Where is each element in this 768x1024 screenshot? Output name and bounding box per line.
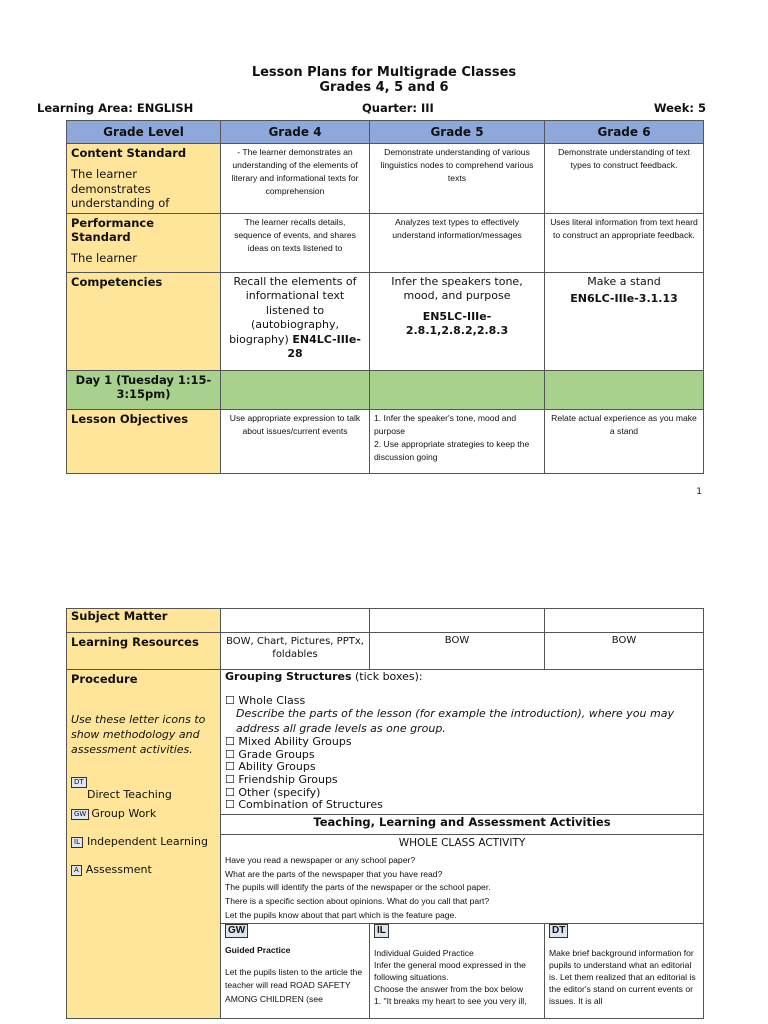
procedure-note: Use these letter icons to show methodology and assessment activities.	[71, 713, 206, 756]
legend-assessment	[71, 863, 216, 883]
day-g5	[370, 370, 545, 409]
gw-activity-title: Guided Practice	[225, 944, 291, 955]
grouping-structures-cell	[221, 670, 704, 815]
document-subtitle: Grades 4, 5 and 6	[319, 80, 449, 95]
direct-teaching-label: Direct Teaching	[87, 788, 172, 801]
ability-groups-label: Ability Groups	[238, 760, 316, 774]
legend-direct-teaching	[71, 775, 216, 803]
lesson-plan-table-1	[66, 120, 704, 474]
performance-standard-g6: Uses literal information from text heard to construct an appropriate feedback.	[545, 213, 704, 272]
grade5-header: Grade 5	[370, 121, 545, 144]
friendship-groups-label: Friendship Groups	[238, 772, 338, 786]
activity-line-2: What are the parts of the newspaper that you have read?	[225, 868, 443, 879]
il-activity-text: Infer the general mood expressed in the following situations.	[374, 959, 526, 982]
performance-standard-label: Performance Standard	[71, 215, 155, 244]
grade-groups-label: Grade Groups	[238, 747, 315, 761]
competencies-g4-code: EN4LC-IIIe-28	[287, 332, 361, 360]
day-g4	[221, 370, 370, 409]
gw-activity-cell	[221, 923, 370, 1018]
group-work-label: Group Work	[91, 807, 157, 820]
learning-resources-g6: BOW	[545, 633, 704, 670]
other-label: Other (specify)	[238, 785, 321, 799]
legend-group-work	[71, 807, 216, 835]
subject-matter-row	[67, 609, 704, 633]
subject-matter-g6	[545, 609, 704, 633]
dt-activity-text: Make brief background information for pupils to understand what an editorial is. Let them realized that an editorial is the editor's stand on current events or issues. It is all	[549, 947, 696, 1006]
dt-activity-icon: DT	[549, 924, 568, 938]
competencies-g5-code: EN5LC-IIIe-2.8.1,2.8.2,2.8.3	[405, 309, 509, 337]
performance-standard-g5: Analyzes text types to effectively understand information/messages	[370, 213, 545, 272]
competencies-g6	[545, 272, 704, 370]
day-row	[67, 370, 704, 409]
learning-resources-row	[67, 633, 704, 670]
il-activity-text2: Choose the answer from the box below	[374, 983, 524, 994]
gw-icon: GW	[71, 809, 89, 820]
il-activity-text3: 1. "It breaks my heart to see you very ill,	[374, 995, 527, 1006]
week: Week: 5	[653, 101, 706, 115]
subject-matter-g4	[221, 609, 370, 633]
grouping-whole-class[interactable]	[225, 695, 699, 708]
objectives-g4: Use appropriate expression to talk about issues/current events	[221, 409, 370, 473]
header-row	[67, 121, 704, 144]
il-icon: IL	[71, 837, 83, 848]
objectives-g5-item2: 2. Use appropriate strategies to keep the discussion going	[374, 438, 530, 462]
grouping-structures-title: Grouping Structures	[225, 670, 352, 683]
content-standard-sublabel: The learner demonstrates understanding of	[71, 167, 170, 210]
grouping-structures-suffix: (tick boxes):	[355, 670, 423, 683]
dt-activity-cell	[545, 923, 704, 1018]
quarter: Quarter: III	[362, 101, 434, 115]
competencies-g4-text: Recall the elements of informational text listened to (autobiography, biography)	[229, 274, 357, 346]
whole-class-activity-cell	[221, 834, 704, 923]
performance-standard-label-cell	[67, 213, 221, 272]
content-standard-label-cell	[67, 144, 221, 214]
learning-resources-label: Learning Resources	[71, 635, 199, 649]
competencies-g6-text: Make a stand	[587, 274, 661, 288]
other-checkbox[interactable]: ☐	[225, 785, 235, 799]
document-title: Lesson Plans for Multigrade Classes	[251, 65, 517, 80]
il-activity-title: Individual Guided Practice	[374, 947, 474, 958]
competencies-g5-text: Infer the speakers tone, mood, and purpose	[391, 274, 523, 302]
activity-line-5: Let the pupils know about that part which is the feature page.	[225, 909, 457, 920]
content-standard-g4: - The learner demonstrates an understanding of the elements of literary and informational texts for comprehension	[221, 144, 370, 214]
activity-line-4: There is a specific section about opinions. What do you call that part?	[225, 896, 490, 907]
dt-icon: DT	[71, 777, 87, 788]
grade-groups-checkbox[interactable]: ☐	[225, 747, 235, 761]
legend-independent-learning	[71, 835, 216, 863]
lesson-plan-table-2	[66, 608, 704, 1019]
learning-area: Learning Area: ENGLISH	[37, 101, 194, 115]
ability-groups-checkbox[interactable]: ☐	[225, 760, 235, 774]
grade4-header: Grade 4	[221, 121, 370, 144]
objectives-label-cell	[67, 409, 221, 473]
assessment-label: Assessment	[85, 863, 152, 876]
content-standard-g5: Demonstrate understanding of various linguistics nodes to comprehend various texts	[370, 144, 545, 214]
grade6-header: Grade 6	[545, 121, 704, 144]
subject-matter-label-cell	[67, 609, 221, 633]
icon-legend	[71, 775, 216, 883]
competencies-row	[67, 272, 704, 370]
learning-resources-g5: BOW	[370, 633, 545, 670]
competencies-label: Competencies	[71, 274, 163, 289]
a-icon: A	[71, 865, 82, 876]
il-activity-cell	[370, 923, 545, 1018]
competencies-label-cell	[67, 272, 221, 370]
independent-learning-label: Independent Learning	[86, 835, 208, 848]
combination-checkbox[interactable]: ☐	[225, 798, 235, 812]
procedure-label: Procedure	[71, 672, 138, 686]
il-activity-icon: IL	[374, 924, 389, 938]
day-label: Day 1 (Tuesday 1:15-3:15pm)	[67, 370, 221, 409]
combination-label: Combination of Structures	[238, 798, 383, 812]
procedure-row	[67, 670, 704, 815]
objectives-label: Lesson Objectives	[71, 411, 189, 426]
subject-matter-g5	[370, 609, 545, 633]
competencies-g4	[221, 272, 370, 370]
objectives-g5-item1: 1. Infer the speaker's tone, mood and purpose	[374, 412, 517, 436]
grouping-structures-heading	[225, 671, 699, 684]
competencies-g5	[370, 272, 545, 370]
day-g6	[545, 370, 704, 409]
objectives-row	[67, 409, 704, 473]
whole-class-label: Whole Class	[238, 693, 306, 707]
learning-resources-g4: BOW, Chart, Pictures, PPTx, foldables	[221, 633, 370, 670]
content-standard-label: Content Standard	[71, 146, 187, 160]
performance-standard-sublabel: The learner	[71, 250, 137, 265]
gw-activity-icon: GW	[225, 924, 248, 938]
mixed-ability-label: Mixed Ability Groups	[238, 735, 352, 749]
objectives-g6: Relate actual experience as you make a stand	[545, 409, 704, 473]
friendship-groups-checkbox[interactable]: ☐	[225, 772, 235, 786]
gw-activity-text: Let the pupils listen to the article the teacher will read ROAD SAFETY AMONG CHILDREN (see	[225, 966, 363, 1005]
page-number: 1	[696, 487, 702, 497]
activity-line-1: Have you read a newspaper or any school paper?	[225, 854, 416, 865]
mixed-ability-checkbox[interactable]: ☐	[225, 735, 235, 749]
objectives-g5	[370, 409, 545, 473]
grade-level-header: Grade Level	[67, 121, 221, 144]
grouping-option-combination[interactable]	[225, 799, 699, 812]
competencies-g6-code: EN6LC-IIIe-3.1.13	[570, 292, 678, 305]
whole-class-activity-title: WHOLE CLASS ACTIVITY	[398, 836, 526, 849]
subject-matter-label: Subject Matter	[71, 609, 168, 623]
procedure-label-cell	[67, 670, 221, 1019]
learning-resources-label-cell	[67, 633, 221, 670]
content-standard-g6: Demonstrate understanding of text types to construct feedback.	[545, 144, 704, 214]
whole-class-checkbox[interactable]: ☐	[225, 693, 235, 707]
content-standard-row	[67, 144, 704, 214]
performance-standard-g4: The learner recalls details, sequence of events, and shares ideas on texts listened to	[221, 213, 370, 272]
performance-standard-row	[67, 213, 704, 272]
activity-line-3: The pupils will identify the parts of the newspaper or the school paper.	[225, 882, 491, 893]
tla-heading: Teaching, Learning and Assessment Activities	[221, 814, 704, 834]
whole-class-description: Describe the parts of the lesson (for example the introduction), where you may address all grade levels as one group.	[236, 707, 674, 735]
